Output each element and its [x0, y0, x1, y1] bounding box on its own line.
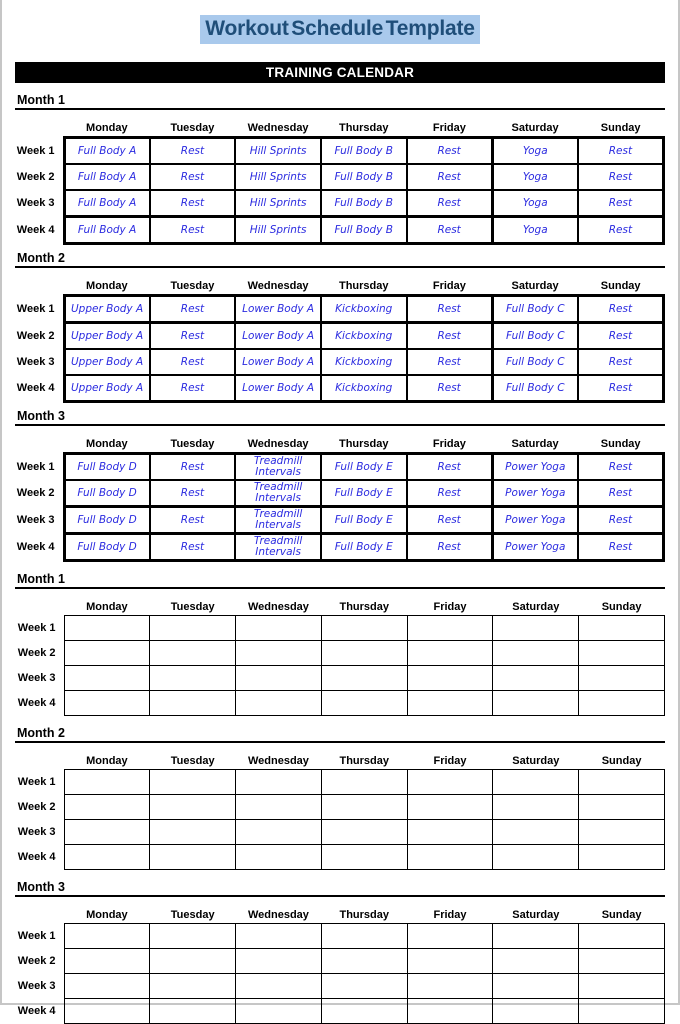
- schedule-cell[interactable]: [236, 641, 322, 666]
- schedule-cell[interactable]: Rest: [578, 296, 664, 323]
- schedule-cell[interactable]: [579, 845, 665, 870]
- day-header: Monday: [86, 280, 128, 292]
- schedule-cell[interactable]: Full Body A: [64, 217, 150, 244]
- day-header: Tuesday: [170, 601, 215, 613]
- month-calendar-table: [15, 751, 665, 870]
- month-section: [15, 409, 665, 562]
- schedule-cell[interactable]: [493, 820, 579, 845]
- corner-spacer: [15, 276, 64, 296]
- month-calendar-table: [15, 118, 665, 245]
- day-header: Wednesday: [247, 601, 309, 613]
- schedule-cell[interactable]: Rest: [407, 454, 493, 481]
- schedule-cell[interactable]: [321, 616, 407, 641]
- day-header: Thursday: [338, 438, 389, 450]
- page-title: Workout Schedule Template: [200, 15, 479, 44]
- week-label: Week 4: [17, 697, 56, 709]
- schedule-cell[interactable]: [321, 924, 407, 949]
- schedule-cell[interactable]: Rest: [578, 349, 664, 375]
- day-header: Thursday: [339, 601, 389, 613]
- schedule-cell[interactable]: [150, 820, 236, 845]
- day-header: Wednesday: [247, 438, 309, 450]
- week-label: Week 1: [16, 303, 55, 315]
- schedule-cell[interactable]: [579, 770, 665, 795]
- schedule-cell[interactable]: Yoga: [492, 190, 578, 217]
- schedule-cell[interactable]: [64, 974, 150, 999]
- schedule-cell[interactable]: [493, 974, 579, 999]
- week-label: Week 4: [16, 541, 55, 553]
- week-label: Week 1: [17, 930, 56, 942]
- week-row: [15, 375, 664, 402]
- schedule-cell[interactable]: [407, 999, 493, 1024]
- day-header: Friday: [432, 438, 466, 450]
- schedule-cell[interactable]: Rest: [578, 217, 664, 244]
- schedule-cell[interactable]: Yoga: [492, 217, 578, 244]
- schedule-cell[interactable]: Full Body C: [492, 349, 578, 375]
- schedule-cell[interactable]: [236, 616, 322, 641]
- day-header: Monday: [86, 438, 128, 450]
- schedule-cell[interactable]: Rest: [150, 296, 236, 323]
- week-label: Week 3: [16, 356, 55, 368]
- schedule-cell[interactable]: [579, 641, 665, 666]
- schedule-cell[interactable]: [407, 691, 493, 716]
- schedule-cell[interactable]: Hill Sprints: [235, 138, 321, 165]
- schedule-cell[interactable]: [579, 691, 665, 716]
- schedule-cell[interactable]: Rest: [407, 480, 493, 507]
- schedule-cell[interactable]: Kickboxing: [321, 349, 407, 375]
- schedule-cell[interactable]: Treadmill Intervals: [235, 507, 321, 534]
- schedule-cell[interactable]: Rest: [407, 507, 493, 534]
- week-row: [15, 323, 664, 350]
- week-label: Week 3: [16, 514, 55, 526]
- week-row: [15, 666, 665, 691]
- schedule-cell[interactable]: [150, 691, 236, 716]
- schedule-cell[interactable]: [236, 770, 322, 795]
- day-header: Monday: [86, 122, 128, 134]
- schedule-cell[interactable]: [579, 974, 665, 999]
- schedule-cell[interactable]: Hill Sprints: [235, 190, 321, 217]
- schedule-cell[interactable]: Rest: [578, 480, 664, 507]
- schedule-cell[interactable]: Rest: [150, 454, 236, 481]
- week-label: Week 2: [16, 329, 55, 342]
- schedule-cell[interactable]: Full Body B: [321, 217, 407, 244]
- day-header: Tuesday: [170, 909, 215, 921]
- schedule-cell[interactable]: [150, 616, 236, 641]
- schedule-cell[interactable]: Power Yoga: [492, 534, 578, 561]
- schedule-cell[interactable]: [407, 770, 493, 795]
- day-header: Wednesday: [247, 755, 309, 767]
- schedule-cell[interactable]: [64, 845, 150, 870]
- day-header: Friday: [433, 755, 467, 767]
- schedule-cell[interactable]: [579, 820, 665, 845]
- schedule-cell[interactable]: Rest: [407, 164, 493, 190]
- schedule-cell[interactable]: [150, 666, 236, 691]
- schedule-cell[interactable]: Kickboxing: [321, 323, 407, 350]
- month-calendar-table: [15, 434, 665, 562]
- day-header: Monday: [86, 601, 128, 613]
- schedule-cell[interactable]: Rest: [407, 349, 493, 375]
- day-header: Saturday: [511, 438, 559, 450]
- week-label: Week 1: [17, 622, 56, 634]
- day-header: Monday: [86, 755, 128, 767]
- week-label: Week 4: [16, 382, 55, 395]
- day-header: Sunday: [600, 438, 641, 450]
- schedule-cell[interactable]: Full Body C: [492, 323, 578, 350]
- schedule-cell[interactable]: [64, 641, 150, 666]
- schedule-cell[interactable]: Treadmill Intervals: [235, 480, 321, 507]
- week-row: [15, 480, 664, 507]
- schedule-cell[interactable]: [64, 949, 150, 974]
- schedule-cell[interactable]: [321, 999, 407, 1024]
- schedule-cell[interactable]: [150, 770, 236, 795]
- schedule-cell[interactable]: Power Yoga: [492, 507, 578, 534]
- schedule-cell[interactable]: [407, 666, 493, 691]
- schedule-cell[interactable]: [64, 820, 150, 845]
- schedule-cell[interactable]: [150, 845, 236, 870]
- day-header: Wednesday: [247, 909, 309, 921]
- schedule-cell[interactable]: Full Body A: [64, 164, 150, 190]
- day-header: Saturday: [511, 122, 559, 134]
- schedule-cell[interactable]: [493, 691, 579, 716]
- day-header: Friday: [432, 280, 466, 292]
- schedule-cell[interactable]: [493, 999, 579, 1024]
- schedule-cell[interactable]: Rest: [578, 323, 664, 350]
- week-label: Week 2: [17, 647, 56, 659]
- schedule-cell[interactable]: Full Body B: [321, 190, 407, 217]
- week-label: Week 3: [17, 672, 56, 684]
- schedule-cell[interactable]: Full Body D: [64, 507, 150, 534]
- week-label: Week 2: [17, 801, 56, 813]
- schedule-cell[interactable]: Full Body E: [321, 480, 407, 507]
- month-heading: Month 2: [15, 726, 665, 743]
- corner-spacer: [15, 434, 64, 454]
- week-row: [15, 974, 665, 999]
- day-header: Friday: [432, 122, 466, 134]
- day-header: Saturday: [512, 601, 560, 613]
- schedule-cell[interactable]: Rest: [578, 164, 664, 190]
- day-header: Thursday: [339, 909, 389, 921]
- week-label: Week 3: [17, 980, 56, 992]
- day-header: Tuesday: [170, 755, 215, 767]
- day-header: Tuesday: [170, 122, 215, 134]
- schedule-cell[interactable]: Kickboxing: [321, 296, 407, 323]
- schedule-cell[interactable]: [579, 616, 665, 641]
- month-section: [15, 251, 665, 403]
- schedule-cell[interactable]: [236, 691, 322, 716]
- schedule-cell[interactable]: [321, 770, 407, 795]
- schedule-cell[interactable]: [64, 999, 150, 1024]
- day-header: Tuesday: [170, 438, 215, 450]
- week-label: Week 4: [16, 224, 55, 236]
- day-header: Sunday: [601, 909, 642, 921]
- schedule-cell[interactable]: Rest: [578, 375, 664, 402]
- week-row: [15, 349, 664, 375]
- schedule-cell[interactable]: [236, 974, 322, 999]
- week-label: Week 2: [16, 487, 55, 500]
- schedule-cell[interactable]: [236, 999, 322, 1024]
- schedule-cell[interactable]: Full Body C: [492, 375, 578, 402]
- week-row: [15, 820, 665, 845]
- months-container: [2, 93, 678, 1024]
- day-header: Sunday: [600, 280, 641, 292]
- schedule-cell[interactable]: Upper Body A: [64, 349, 150, 375]
- week-row: [15, 190, 664, 217]
- day-header: Saturday: [512, 755, 560, 767]
- month-calendar-table: [15, 905, 665, 1024]
- day-header: Tuesday: [170, 280, 215, 292]
- schedule-cell[interactable]: Rest: [407, 375, 493, 402]
- week-row: [15, 691, 665, 716]
- schedule-cell[interactable]: Rest: [150, 480, 236, 507]
- schedule-cell[interactable]: [493, 770, 579, 795]
- week-label: Week 2: [17, 955, 56, 967]
- schedule-cell[interactable]: Yoga: [492, 138, 578, 165]
- schedule-cell[interactable]: Rest: [407, 323, 493, 350]
- schedule-cell[interactable]: [321, 845, 407, 870]
- week-label: Week 1: [16, 144, 55, 157]
- schedule-cell[interactable]: [407, 795, 493, 820]
- schedule-cell[interactable]: Lower Body A: [235, 323, 321, 350]
- schedule-cell[interactable]: Full Body B: [321, 164, 407, 190]
- schedule-cell[interactable]: Full Body D: [64, 534, 150, 561]
- schedule-cell[interactable]: [150, 949, 236, 974]
- schedule-cell[interactable]: Treadmill Intervals: [235, 534, 321, 561]
- title-row: [2, 0, 678, 45]
- corner-spacer: [15, 905, 64, 924]
- schedule-cell[interactable]: Lower Body A: [235, 349, 321, 375]
- schedule-cell[interactable]: Full Body A: [64, 190, 150, 217]
- week-row: [15, 454, 664, 481]
- schedule-cell[interactable]: Rest: [578, 534, 664, 561]
- schedule-cell[interactable]: [493, 924, 579, 949]
- schedule-cell[interactable]: Full Body E: [321, 507, 407, 534]
- schedule-cell[interactable]: Power Yoga: [492, 480, 578, 507]
- schedule-cell[interactable]: [579, 924, 665, 949]
- schedule-cell[interactable]: [579, 795, 665, 820]
- schedule-cell[interactable]: [236, 845, 322, 870]
- schedule-cell[interactable]: Full Body B: [321, 138, 407, 165]
- schedule-cell[interactable]: [321, 666, 407, 691]
- schedule-cell[interactable]: Rest: [578, 454, 664, 481]
- schedule-cell[interactable]: [150, 641, 236, 666]
- week-row: [15, 164, 664, 190]
- schedule-cell[interactable]: [150, 924, 236, 949]
- schedule-cell[interactable]: Rest: [578, 507, 664, 534]
- schedule-cell[interactable]: Rest: [407, 534, 493, 561]
- schedule-cell[interactable]: [407, 924, 493, 949]
- schedule-cell[interactable]: [64, 616, 150, 641]
- schedule-cell[interactable]: Lower Body A: [235, 296, 321, 323]
- schedule-cell[interactable]: [493, 666, 579, 691]
- schedule-cell[interactable]: Full Body C: [492, 296, 578, 323]
- day-header: Thursday: [339, 755, 389, 767]
- week-row: [15, 999, 665, 1024]
- day-header: Sunday: [600, 122, 641, 134]
- schedule-cell[interactable]: [321, 691, 407, 716]
- schedule-cell[interactable]: Full Body E: [321, 534, 407, 561]
- schedule-cell[interactable]: [64, 924, 150, 949]
- schedule-cell[interactable]: Rest: [150, 534, 236, 561]
- schedule-cell[interactable]: [321, 820, 407, 845]
- schedule-cell[interactable]: Upper Body A: [64, 323, 150, 350]
- schedule-cell[interactable]: [64, 770, 150, 795]
- schedule-cell[interactable]: Full Body D: [64, 454, 150, 481]
- day-header: Saturday: [512, 909, 560, 921]
- day-header: Sunday: [601, 601, 642, 613]
- schedule-cell[interactable]: Full Body E: [321, 454, 407, 481]
- day-header: Saturday: [511, 280, 559, 292]
- schedule-cell[interactable]: [407, 949, 493, 974]
- schedule-cell[interactable]: Kickboxing: [321, 375, 407, 402]
- schedule-cell[interactable]: Rest: [150, 323, 236, 350]
- schedule-cell[interactable]: Rest: [150, 190, 236, 217]
- day-header: Monday: [86, 909, 128, 921]
- schedule-cell[interactable]: [150, 999, 236, 1024]
- schedule-cell[interactable]: Rest: [407, 190, 493, 217]
- day-header: Friday: [433, 601, 467, 613]
- schedule-cell[interactable]: Lower Body A: [235, 375, 321, 402]
- week-row: [15, 770, 665, 795]
- schedule-cell[interactable]: [236, 820, 322, 845]
- corner-spacer: [15, 597, 64, 616]
- schedule-cell[interactable]: [236, 949, 322, 974]
- schedule-cell[interactable]: Full Body D: [64, 480, 150, 507]
- month-heading: Month 3: [15, 409, 665, 426]
- week-label: Week 2: [16, 171, 55, 183]
- schedule-cell[interactable]: [236, 924, 322, 949]
- week-row: [15, 534, 664, 561]
- schedule-cell[interactable]: [493, 845, 579, 870]
- schedule-cell[interactable]: [236, 666, 322, 691]
- schedule-cell[interactable]: [493, 949, 579, 974]
- day-header: Sunday: [601, 755, 642, 767]
- corner-spacer: [15, 118, 64, 138]
- schedule-cell[interactable]: Rest: [150, 217, 236, 244]
- week-label: Week 3: [16, 197, 55, 210]
- month-heading: Month 1: [15, 572, 665, 589]
- schedule-cell[interactable]: Rest: [150, 375, 236, 402]
- schedule-cell[interactable]: [493, 616, 579, 641]
- week-label: Week 1: [17, 776, 56, 788]
- month-heading: Month 2: [15, 251, 665, 268]
- schedule-cell[interactable]: [150, 795, 236, 820]
- schedule-cell[interactable]: Rest: [150, 164, 236, 190]
- month-calendar-table: [15, 276, 665, 403]
- day-header: Thursday: [338, 122, 389, 134]
- schedule-cell[interactable]: [321, 949, 407, 974]
- month-calendar-table: [15, 597, 665, 716]
- schedule-cell[interactable]: Rest: [150, 349, 236, 375]
- schedule-cell[interactable]: [579, 666, 665, 691]
- month-section: [15, 572, 665, 716]
- schedule-cell[interactable]: Upper Body A: [64, 375, 150, 402]
- day-header: Wednesday: [247, 280, 309, 292]
- month-heading: Month 1: [15, 93, 665, 110]
- schedule-cell[interactable]: [64, 666, 150, 691]
- week-label: Week 3: [17, 826, 56, 838]
- schedule-cell[interactable]: Power Yoga: [492, 454, 578, 481]
- day-header: Friday: [433, 909, 467, 921]
- week-row: [15, 616, 665, 641]
- schedule-cell[interactable]: Rest: [150, 507, 236, 534]
- week-label: Week 4: [17, 1005, 56, 1017]
- schedule-cell[interactable]: Hill Sprints: [235, 217, 321, 244]
- schedule-cell[interactable]: [493, 795, 579, 820]
- schedule-cell[interactable]: [579, 999, 665, 1024]
- schedule-cell[interactable]: [407, 641, 493, 666]
- week-row: [15, 795, 665, 820]
- schedule-cell[interactable]: Treadmill Intervals: [235, 454, 321, 481]
- schedule-cell[interactable]: [321, 795, 407, 820]
- corner-spacer: [15, 751, 64, 770]
- schedule-cell[interactable]: [321, 641, 407, 666]
- week-row: [15, 138, 664, 165]
- schedule-cell[interactable]: Rest: [578, 138, 664, 165]
- week-row: [15, 507, 664, 534]
- schedule-cell[interactable]: Rest: [578, 190, 664, 217]
- week-row: [15, 296, 664, 323]
- schedule-cell[interactable]: Full Body A: [64, 138, 150, 165]
- schedule-cell[interactable]: Upper Body A: [64, 296, 150, 323]
- schedule-cell[interactable]: [64, 795, 150, 820]
- schedule-cell[interactable]: Rest: [407, 138, 493, 165]
- week-label: Week 1: [16, 460, 55, 473]
- schedule-cell[interactable]: [493, 641, 579, 666]
- month-heading: Month 3: [15, 880, 665, 897]
- schedule-cell[interactable]: Rest: [150, 138, 236, 165]
- week-row: [15, 845, 665, 870]
- schedule-cell[interactable]: Hill Sprints: [235, 164, 321, 190]
- schedule-cell[interactable]: [407, 820, 493, 845]
- schedule-cell[interactable]: [407, 616, 493, 641]
- month-section: [15, 726, 665, 870]
- week-row: [15, 924, 665, 949]
- schedule-cell[interactable]: [407, 845, 493, 870]
- month-section: [15, 93, 665, 245]
- schedule-cell[interactable]: Rest: [407, 217, 493, 244]
- month-section: [15, 880, 665, 1024]
- schedule-cell[interactable]: [64, 691, 150, 716]
- schedule-cell[interactable]: [579, 949, 665, 974]
- schedule-cell[interactable]: [407, 974, 493, 999]
- schedule-cell[interactable]: [236, 795, 322, 820]
- day-header: Thursday: [338, 280, 389, 292]
- schedule-cell[interactable]: Yoga: [492, 164, 578, 190]
- week-row: [15, 949, 665, 974]
- week-row: [15, 641, 665, 666]
- schedule-cell[interactable]: [150, 974, 236, 999]
- schedule-cell[interactable]: Rest: [407, 296, 493, 323]
- day-header: Wednesday: [247, 122, 309, 134]
- schedule-cell[interactable]: [321, 974, 407, 999]
- training-calendar-banner: TRAINING CALENDAR: [15, 62, 665, 83]
- week-label: Week 4: [17, 851, 56, 863]
- week-row: [15, 217, 664, 244]
